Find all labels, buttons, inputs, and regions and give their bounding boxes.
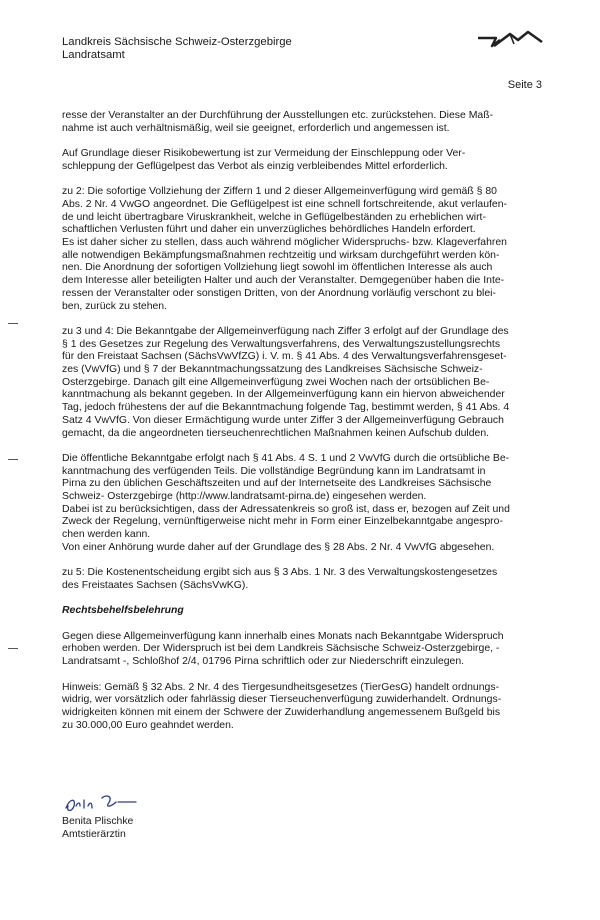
text-line: dem Interesse aller beteiligten Halter und auch der Veranstalter. Demgegenüber haben die Inte-	[62, 275, 505, 287]
document-body	[62, 110, 544, 745]
text-line: Tag, jedoch frühestens der auf die Bekanntmachung folgende Tag, bestimmt werden, § 41 Abs. 4	[62, 402, 510, 414]
letterhead	[62, 36, 292, 62]
text-line: chen werden kann.	[62, 529, 151, 541]
text-line: kanntmachung des verfügenden Teils. Die vollständige Begründung kann im Landratsamt in	[62, 465, 486, 477]
text-line: Auf Grundlage dieser Risikobewertung ist zur Vermeidung der Einschleppung oder Ver-	[62, 148, 466, 160]
paragraph	[62, 148, 544, 173]
text-line: Von einer Anhörung wurde daher auf der Grundlage des § 28 Abs. 2 Nr. 4 VwVfG abgesehen.	[62, 541, 495, 553]
paragraph	[62, 326, 544, 440]
handwritten-signature-icon	[62, 790, 152, 818]
text-line: schleppung der Geflügelpest das Verbot als einzig verbleibendes Mittel erforderlich.	[62, 160, 448, 172]
text-line: Satz 4 VwVfG. Von dieser Ermächtigung wurde unter Ziffer 3 der Allgemeinverfügung Gebrauch	[62, 414, 504, 426]
paragraph	[62, 110, 544, 135]
text-line: widrigkeiten können mit einem der Schwere der Zuwiderhandlung angemessenem Bußgeld bis	[62, 706, 501, 718]
text-line: § 1 des Gesetzes zur Regelung des Verwaltungsverfahrens, des Verwaltungszustellungsrechts	[62, 338, 501, 350]
text-line: gemacht, da die angeordneten tierseuchenrechtlichen Maßnahmen keinen Aufschub dulden.	[62, 427, 490, 439]
text-line: nahme ist auch verhältnismäßig, weil sie geeignet, erforderlich und angemessen ist.	[62, 122, 450, 134]
signature-block	[62, 790, 152, 841]
section-heading: Rechtsbehelfsbelehrung	[62, 605, 184, 617]
text-line: zu 30.000,00 Euro geahndet werden.	[62, 719, 234, 731]
margin-mark	[8, 648, 18, 649]
text-line: Schweiz- Osterzgebirge (http://www.landratsamt-pirna.de) eingesehen werden.	[62, 491, 427, 503]
paragraph	[62, 453, 544, 555]
paragraph	[62, 631, 544, 669]
text-line: nen. Die Anordnung der sofortigen Vollziehung liegt sowohl im öffentlichen Interesse als auch	[62, 262, 493, 274]
text-line: für den Freistaat Sachsen (SächsVwVfZG) i. V. m. § 41 Abs. 4 des Verwaltungsverfahrensgeset-	[62, 351, 507, 363]
page-number: Seite 3	[507, 79, 542, 91]
text-line: resse der Veranstalter an der Durchführung der Ausstellungen etc. zurückstehen. Diese Maß-	[62, 110, 494, 121]
text-line: Landratsamt -, Schloßhof 2/4, 01796 Pirna schriftlich oder zur Niederschrift einzulegen.	[62, 656, 465, 668]
paragraph	[62, 567, 544, 592]
text-line: zu 2: Die sofortige Vollziehung der Ziffern 1 und 2 dieser Allgemeinverfügung wird gemäß § 80	[62, 186, 497, 198]
org-name: Landkreis Sächsische Schweiz-Osterzgebirge	[62, 36, 292, 48]
text-line: ressen der Veranstalter oder sonstigen Dritten, von der Anordnung vorläufig verschont zu blei-	[62, 287, 496, 299]
text-line: zes (VwVfG) und § 7 der Bekanntmachungssatzung des Landkreises Sächsische Schweiz-	[62, 364, 483, 376]
text-line: widrig, wer vorsätzlich oder fahrlässig dieser Tierseuchenverfügung zuwiderhandelt. Ordnungs-	[62, 694, 502, 706]
text-line: des Freistaates Sachsen (SächsVwKG).	[62, 579, 249, 591]
text-line: Abs. 2 Nr. 4 VwGO angeordnet. Die Geflügelpest ist eine schnell fortschreitende, akut verlaufen-	[62, 198, 507, 210]
paragraph	[62, 682, 544, 733]
text-line: zu 5: Die Kostenentscheidung ergibt sich aus § 3 Abs. 1 Nr. 3 des Verwaltungskostengesetzes	[62, 567, 498, 579]
text-line: alle notwendigen Bekämpfungsmaßnahmen rechtzeitig und wirksam durchgeführt werden kön-	[62, 249, 500, 261]
text-line: Gegen diese Allgemeinverfügung kann innerhalb eines Monats nach Bekanntgabe Widerspruch	[62, 630, 504, 642]
text-line: zu 3 und 4: Die Bekanntgabe der Allgemeinverfügung nach Ziffer 3 erfolgt auf der Grundlage des	[62, 325, 509, 337]
margin-mark	[8, 459, 18, 460]
text-line: Die öffentliche Bekanntgabe erfolgt nach § 41 Abs. 4 S. 1 und 2 VwVfG durch die ortsübliche Be-	[62, 452, 510, 464]
margin-mark	[8, 323, 18, 324]
signer-name: Benita Plischke	[62, 816, 134, 827]
signer-title: Amtstierärztin	[62, 828, 126, 840]
text-line: Dabei ist zu berücksichtigen, dass der Adressatenkreis so groß ist, dass er, bezogen auf Zeit und	[62, 503, 510, 515]
text-line: Hinweis: Gemäß § 32 Abs. 2 Nr. 4 des Tiergesundheitsgesetzes (TierGesG) handelt ordnungs-	[62, 681, 500, 693]
text-line: kanntmachung als bekannt gegeben. In der Allgemeinverfügung kann ein hiervon abweichender	[62, 389, 505, 401]
text-line: de und leicht übertragbare Viruskrankheit, welche in Geflügelbeständen zu erheblichen wirt-	[62, 211, 486, 223]
text-line: Es ist daher sicher zu stellen, dass auch während möglicher Widerspruchs- bzw. Klageverfahren	[62, 237, 507, 248]
paragraph	[62, 186, 544, 313]
text-line: Osterzgebirge. Danach gilt eine Allgemeinverfügung zwei Wochen nach der ortsüblichen Be-	[62, 376, 490, 388]
text-line: schaftlichen Verlusten führt und daher ein unverzügliches behördliches Handeln erfordert.	[62, 224, 476, 236]
text-line: Pirna zu den üblichen Geschäftszeiten und auf der Internetseite des Landkreises Sächsische	[62, 478, 492, 490]
text-line: ben, zurück zu stehen.	[62, 300, 168, 312]
org-department: Landratsamt	[62, 49, 125, 61]
text-line: erhoben werden. Der Widerspruch ist bei dem Landkreis Sächsische Schweiz-Osterzgebirge, -	[62, 643, 500, 655]
text-line: Zweck der Regelung, vernünftigerweise nicht mehr in Form einer Einzelbekanntgabe angespro-	[62, 516, 503, 528]
district-logo-icon	[470, 24, 545, 60]
